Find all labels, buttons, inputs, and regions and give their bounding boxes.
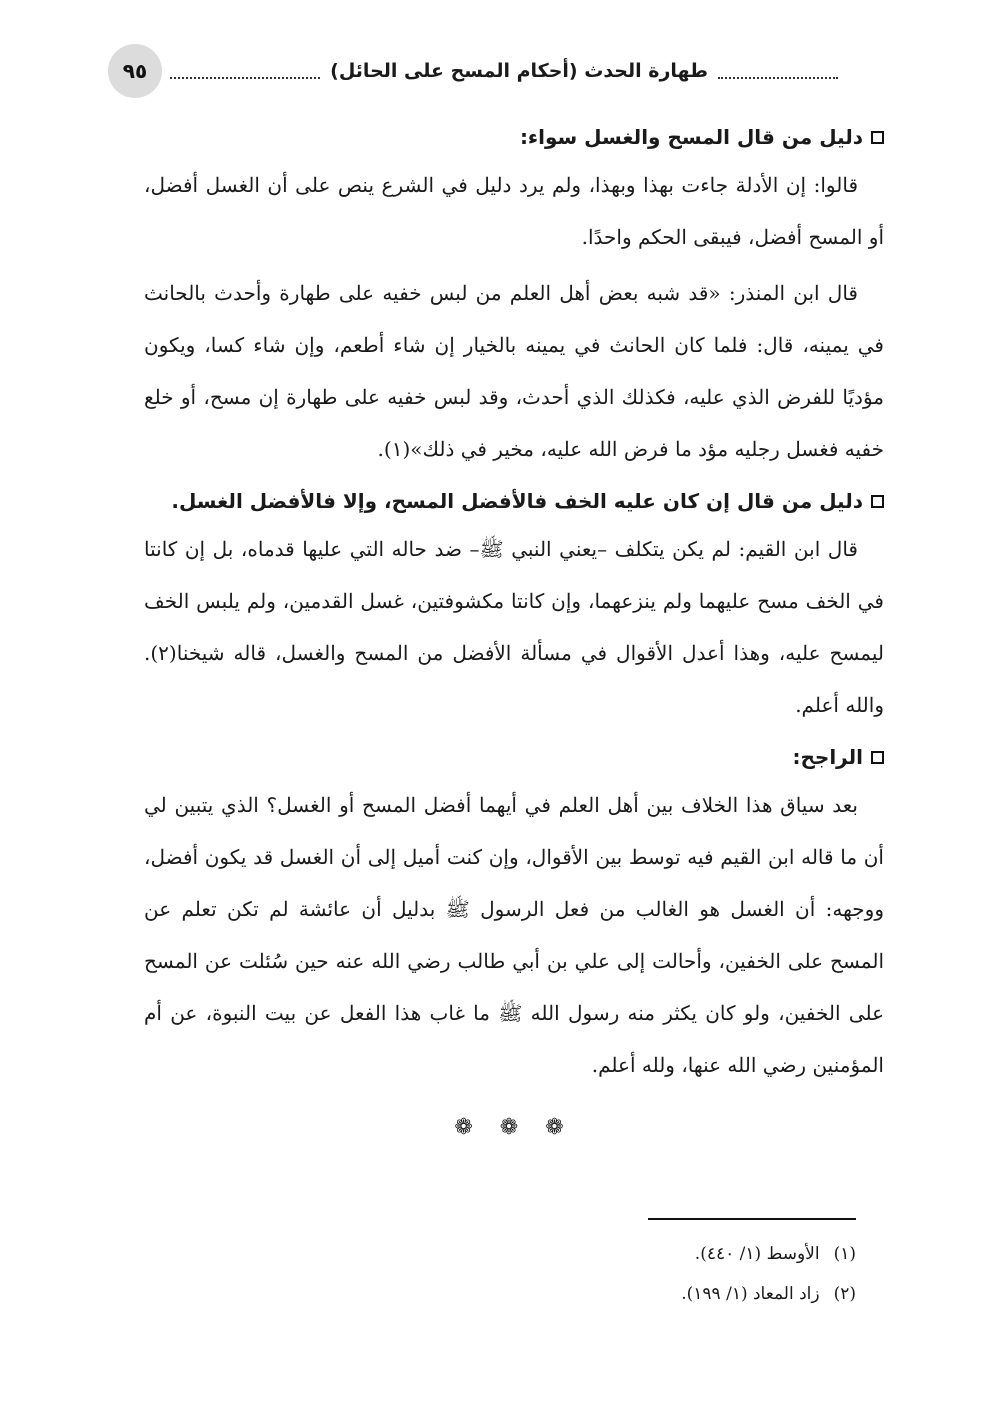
leader-dots-left [170, 63, 320, 79]
paragraph: قالوا: إن الأدلة جاءت بهذا وبهذا، ولم يرد دليل في الشرع ينص على أن الغسل أفضل، أو المسح أفضل، فيبقى الحكم واحدًا. [144, 173, 884, 249]
section-heading-2 [144, 479, 884, 523]
footnote-rule [648, 1218, 856, 1220]
section-heading-text: دليل من قال إن كان عليه الخف فالأفضل المسح، وإلا فالأفضل الغسل. [171, 489, 863, 513]
page-number: ٩٥ [108, 44, 162, 98]
footnote-item [256, 1274, 856, 1314]
section-separator-ornament: ❁ ❁ ❁ [454, 1115, 574, 1140]
footnote-number: (٢) [833, 1284, 856, 1304]
page-header [108, 44, 848, 100]
paragraph: بعد سياق هذا الخلاف بين أهل العلم في أيهما أفضل المسح أو الغسل؟ الذي يتبين لي أن ما قاله ابن القيم فيه توسط بين الأقوال، وإن كنت أميل إلى أن الغسل قد يكون أفضل، ووجهه: أن الغسل هو الغالب من فعل الرسول ﷺ بدليل أن عائشة لم تكن تعلم عن المسح على الخفين، وأحالت إلى علي بن أبي طالب رضي الله عنه حين سُئلت عن المسح على الخفين، ولو كان يكثر منه رسول الله ﷺ ما غاب هذا الفعل عن بيت النبوة، عن أم المؤمنين رضي الله عنها، ولله أعلم. [144, 793, 884, 1077]
footnotes [256, 1234, 856, 1314]
checkbox-square-icon [871, 751, 884, 764]
footnote-number: (١) [833, 1244, 856, 1264]
footnote-text: زاد المعاد (١/ ١٩٩). [681, 1284, 820, 1304]
checkbox-square-icon [871, 131, 884, 144]
leader-dots-right [718, 63, 838, 79]
running-title-text: طهارة الحدث (أحكام المسح على الحائل) [330, 60, 708, 82]
section-heading-1 [144, 115, 884, 159]
running-title [160, 56, 848, 86]
paragraph: قال ابن المنذر: «قد شبه بعض أهل العلم من لبس خفيه على طهارة وأحدث بالحانث في يمينه، قال: فلما كان الحانث في يمينه بالخيار إن شاء أطعم، وإن شاء كسا، ويكون مؤديًا للفرض الذي عليه، فكذلك الذي أحدث، وقد لبس خفيه على طهارة إن مسح، أو خلع خفيه فغسل رجليه مؤد ما فرض الله عليه، مخير في ذلك»(١). [144, 281, 884, 461]
page-body [144, 115, 884, 1140]
paragraph: قال ابن القيم: لم يكن يتكلف –يعني النبي ﷺ– ضد حاله التي عليها قدماه، بل إن كانتا في الخف مسح عليهما ولم ينزعهما، وإن كانتا مكشوفتين، غسل القدمين، ولم يلبس الخف ليمسح عليه، وهذا أعدل الأقوال في مسألة الأفضل من المسح والغسل، قاله شيخنا(٢). والله أعلم. [144, 537, 884, 717]
checkbox-square-icon [871, 495, 884, 508]
footnote-item [256, 1234, 856, 1274]
footnote-text: الأوسط (١/ ٤٤٠). [694, 1244, 820, 1264]
section-heading-text: الراجح: [792, 745, 863, 769]
section-heading-3 [144, 735, 884, 779]
section-heading-text: دليل من قال المسح والغسل سواء: [519, 125, 863, 149]
